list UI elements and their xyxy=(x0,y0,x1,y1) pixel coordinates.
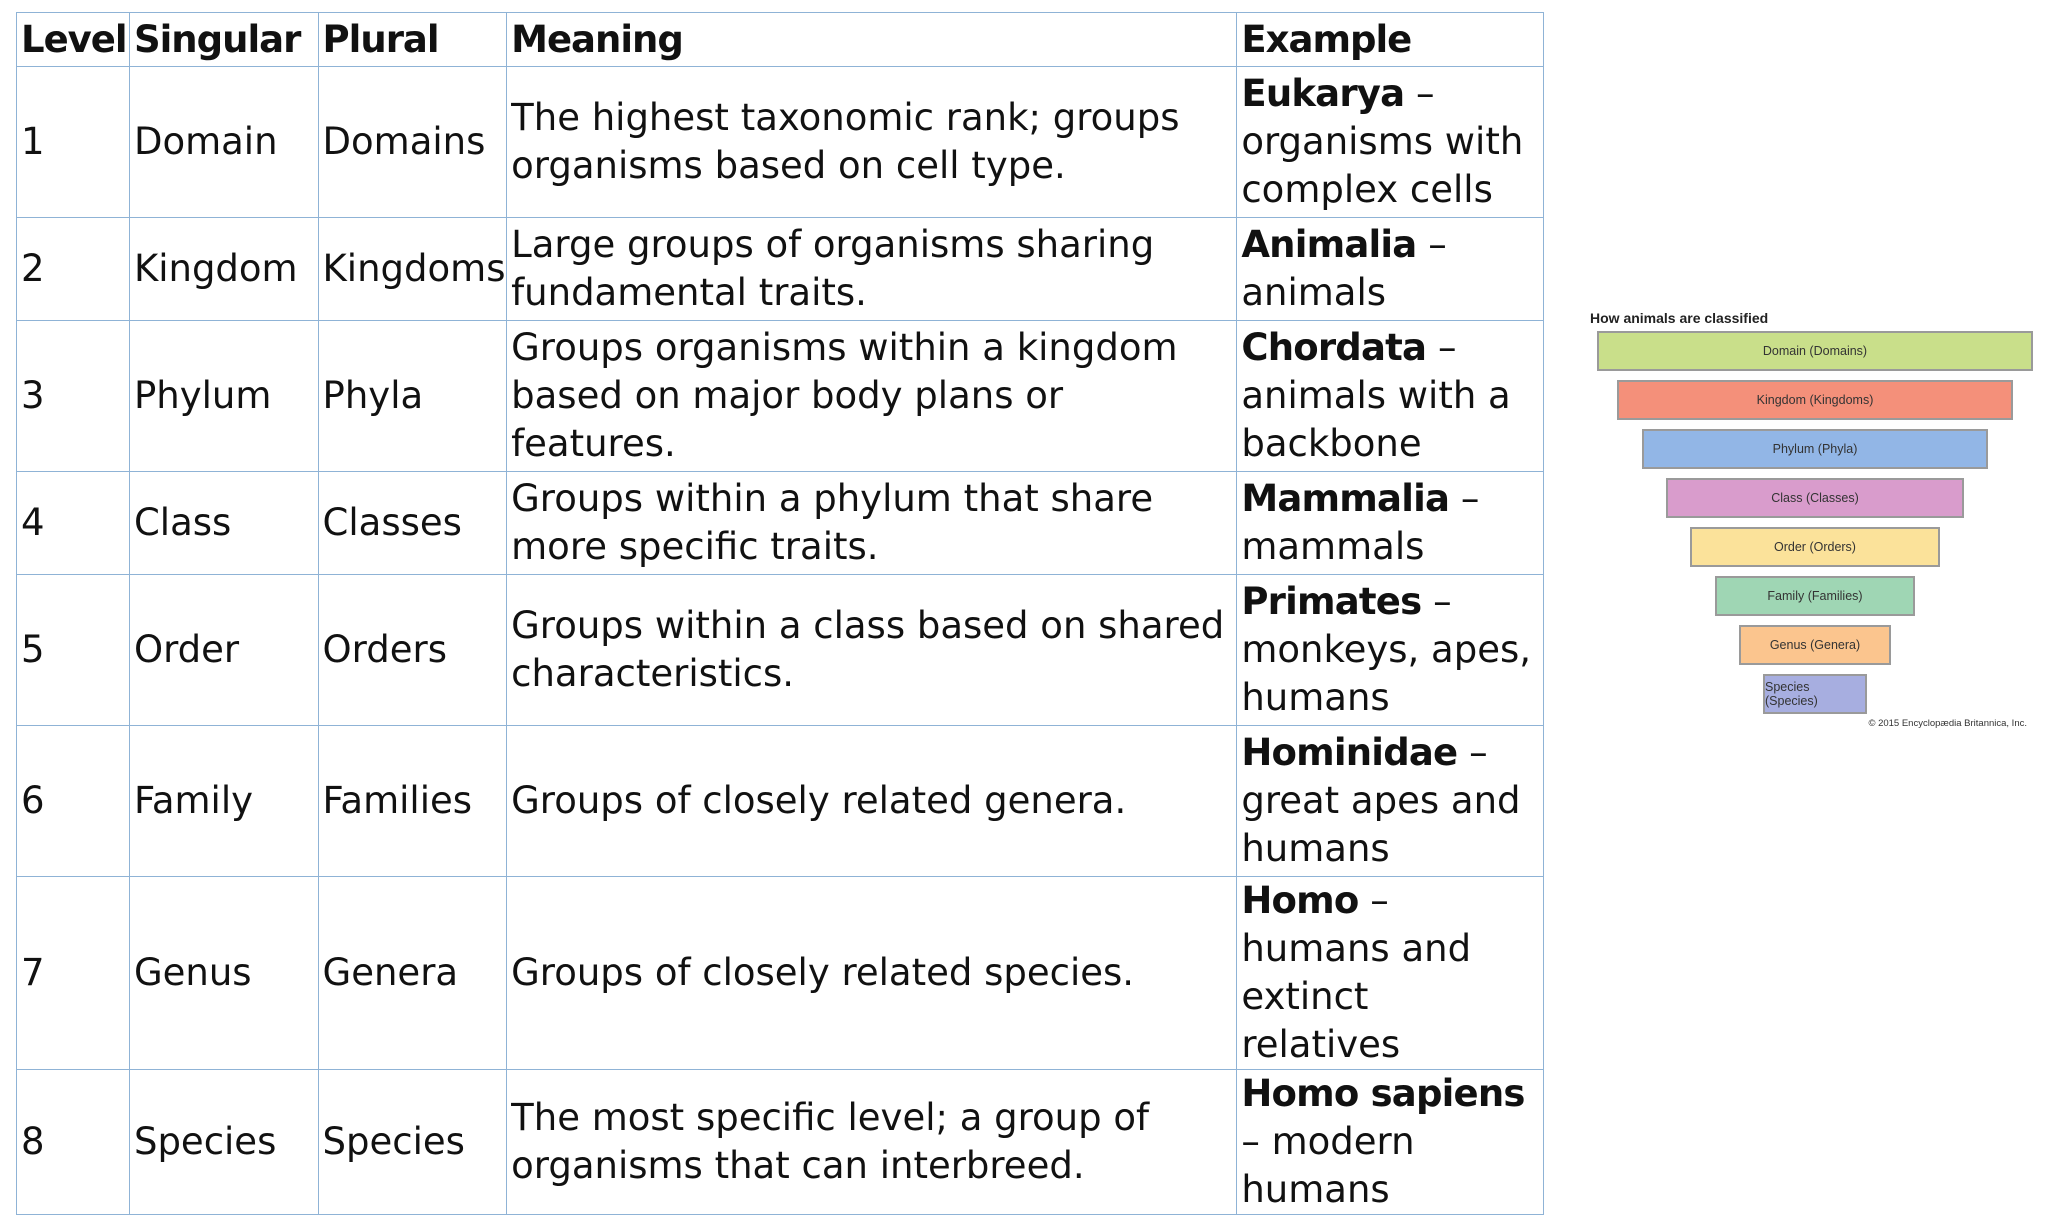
example-description: – modern humans xyxy=(1241,1120,1415,1211)
cell-meaning: Groups of closely related species. xyxy=(507,877,1237,1070)
cell-singular: Class xyxy=(129,472,318,575)
table-row xyxy=(17,726,1544,877)
cell-meaning: Large groups of organisms sharing fundamental traits. xyxy=(507,218,1237,321)
cell-meaning: Groups within a phylum that share more specific traits. xyxy=(507,472,1237,575)
table-row xyxy=(17,575,1544,726)
funnel-level-genus: Genus (Genera) xyxy=(1739,625,1891,665)
cell-example xyxy=(1237,575,1544,726)
classification-funnel-diagram xyxy=(1585,300,2035,740)
header-singular: Singular xyxy=(129,13,318,67)
example-description: – animals with a backbone xyxy=(1241,326,1511,465)
cell-level: 4 xyxy=(17,472,130,575)
cell-plural: Orders xyxy=(318,575,507,726)
cell-plural: Kingdoms xyxy=(318,218,507,321)
cell-level: 5 xyxy=(17,575,130,726)
example-description: – great apes and humans xyxy=(1241,731,1521,870)
example-taxon: Homo sapiens xyxy=(1241,1072,1525,1115)
cell-singular: Kingdom xyxy=(129,218,318,321)
header-meaning: Meaning xyxy=(507,13,1237,67)
cell-plural: Phyla xyxy=(318,321,507,472)
cell-level: 6 xyxy=(17,726,130,877)
table-row xyxy=(17,1070,1544,1215)
example-description: – animals xyxy=(1241,223,1447,314)
example-taxon: Animalia xyxy=(1241,223,1417,266)
cell-example xyxy=(1237,67,1544,218)
example-description: – organisms with complex cells xyxy=(1241,72,1524,211)
cell-singular: Species xyxy=(129,1070,318,1215)
funnel-title: How animals are classified xyxy=(1590,310,1769,326)
example-taxon: Hominidae xyxy=(1241,731,1458,774)
cell-example xyxy=(1237,321,1544,472)
funnel-level-phylum: Phylum (Phyla) xyxy=(1642,429,1988,469)
example-taxon: Primates xyxy=(1241,580,1422,623)
example-taxon: Eukarya xyxy=(1241,72,1405,115)
cell-singular: Domain xyxy=(129,67,318,218)
funnel-level-kingdom: Kingdom (Kingdoms) xyxy=(1617,380,2013,420)
example-taxon: Mammalia xyxy=(1241,477,1450,520)
table-row xyxy=(17,877,1544,1070)
cell-plural: Classes xyxy=(318,472,507,575)
cell-example xyxy=(1237,877,1544,1070)
funnel-level-family: Family (Families) xyxy=(1715,576,1915,616)
table-row xyxy=(17,67,1544,218)
cell-level: 7 xyxy=(17,877,130,1070)
header-plural: Plural xyxy=(318,13,507,67)
taxonomy-table xyxy=(16,12,1544,1215)
funnel-level-domain: Domain (Domains) xyxy=(1597,331,2033,371)
example-taxon: Homo xyxy=(1241,879,1359,922)
funnel-level-species: Species (Species) xyxy=(1763,674,1867,714)
example-description: – humans and extinct relatives xyxy=(1241,879,1472,1066)
table-header-row xyxy=(17,13,1544,67)
table-row xyxy=(17,218,1544,321)
cell-meaning: Groups within a class based on shared characteristics. xyxy=(507,575,1237,726)
cell-level: 8 xyxy=(17,1070,130,1215)
cell-level: 2 xyxy=(17,218,130,321)
cell-singular: Genus xyxy=(129,877,318,1070)
example-taxon: Chordata xyxy=(1241,326,1427,369)
cell-singular: Order xyxy=(129,575,318,726)
cell-example xyxy=(1237,218,1544,321)
table-row xyxy=(17,472,1544,575)
cell-example xyxy=(1237,1070,1544,1215)
funnel-level-order: Order (Orders) xyxy=(1690,527,1940,567)
cell-plural: Families xyxy=(318,726,507,877)
header-example: Example xyxy=(1237,13,1544,67)
table-row xyxy=(17,321,1544,472)
cell-meaning: The highest taxonomic rank; groups organisms based on cell type. xyxy=(507,67,1237,218)
cell-singular: Family xyxy=(129,726,318,877)
cell-level: 1 xyxy=(17,67,130,218)
funnel-level-class: Class (Classes) xyxy=(1666,478,1964,518)
header-level: Level xyxy=(17,13,130,67)
cell-meaning: The most specific level; a group of organisms that can interbreed. xyxy=(507,1070,1237,1215)
example-description: – monkeys, apes, humans xyxy=(1241,580,1532,719)
cell-plural: Genera xyxy=(318,877,507,1070)
copyright-credit: © 2015 Encyclopædia Britannica, Inc. xyxy=(1868,718,2027,729)
cell-plural: Species xyxy=(318,1070,507,1215)
cell-example xyxy=(1237,726,1544,877)
cell-meaning: Groups of closely related genera. xyxy=(507,726,1237,877)
cell-level: 3 xyxy=(17,321,130,472)
cell-plural: Domains xyxy=(318,67,507,218)
cell-example xyxy=(1237,472,1544,575)
example-description: – mammals xyxy=(1241,477,1480,568)
cell-meaning: Groups organisms within a kingdom based on major body plans or features. xyxy=(507,321,1237,472)
cell-singular: Phylum xyxy=(129,321,318,472)
